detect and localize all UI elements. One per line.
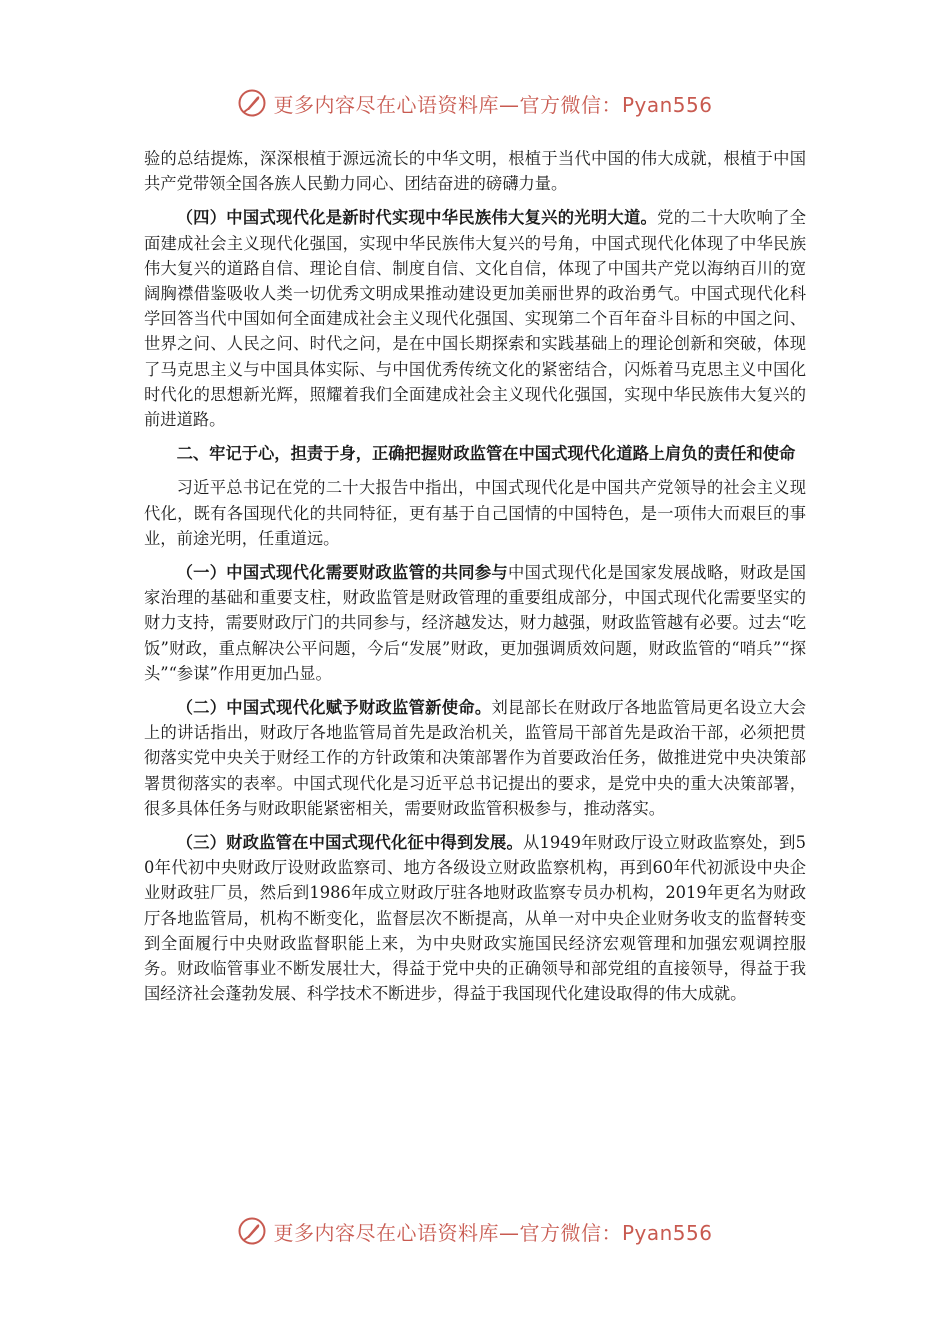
paragraph-2 bbox=[144, 205, 806, 432]
paragraph-4 bbox=[144, 560, 806, 686]
quill-logo-icon bbox=[237, 88, 267, 118]
paragraph-3 bbox=[144, 475, 806, 551]
quill-logo-icon bbox=[237, 1216, 267, 1246]
section-heading bbox=[144, 441, 806, 466]
paragraph-lead: （一）中国式现代化需要财政监管的共同参与 bbox=[176, 563, 508, 583]
document-body bbox=[144, 146, 806, 1016]
paragraph-text: 习近平总书记在党的二十大报告中指出，中国式现代化是中国共产党领导的社会主义现代化，既有各国现代化的共同特征，更有基于自己国情的中国特色，是一项伟大而艰巨的事业，前途光明，任重道远。 bbox=[144, 478, 806, 548]
paragraph-text: 刘昆部长在财政厅各地监管局更名设立大会上的讲话指出，财政厅各地监管局首先是政治机关，监管局干部首先是政治干部，必须把贯彻落实党中央关于财经工作的方针政策和决策部署作为首要政治任务，做推进党中央决策部署贯彻落实的表率。中国式现代化是习近平总书记提出的要求，是党中央的重大决策部署，很多具体任务与财政职能紧密相关，需要财政监管积极参与，推动落实。 bbox=[144, 698, 806, 818]
header-watermark-banner bbox=[0, 80, 950, 126]
paragraph-lead: （三）财政监管在中国式现代化征中得到发展。 bbox=[176, 833, 524, 853]
footer-watermark-banner bbox=[0, 1208, 950, 1254]
paragraph-lead: （四）中国式现代化是新时代实现中华民族伟大复兴的光明大道。 bbox=[176, 208, 658, 228]
paragraph-text: 党的二十大吹响了全面建成社会主义现代化强国，实现中华民族伟大复兴的号角，中国式现代化体现了中华民族伟大复兴的道路自信、理论自信、制度自信、文化自信，体现了中国共产党以海纳百川的宽阔胸襟借鉴吸收人类一切优秀文明成果推动建设更加美丽世界的政治勇气。中国式现代化科学回答当代中国如何全面建成社会主义现代化强国、实现第二个百年奋斗目标的中国之问、世界之问、人民之问、时代之问，是在中国长期探索和实践基础上的理论创新和突破，体现了马克思主义与中国具体实际、与中国优秀传统文化的紧密结合，闪烁着马克思主义中国化时代化的思想新光辉，照耀着我们全面建成社会主义现代化强国，实现中华民族伟大复兴的前进道路。 bbox=[144, 208, 806, 430]
section-heading-text: 二、牢记于心，担责于身，正确把握财政监管在中国式现代化道路上肩负的责任和使命 bbox=[176, 444, 796, 464]
paragraph-6 bbox=[144, 830, 806, 1006]
paragraph-lead: （二）中国式现代化赋予财政监管新使命。 bbox=[176, 698, 492, 718]
paragraph-text: 从1949年财政厅设立财政监察处，到50年代初中央财政厅设财政监察司、地方各级设立财政监察机构，再到60年代初派设中央企业财政驻厂员，然后到1986年成立财政厅驻各地财政监察专员办机构，2019年更名为财政厅各地监管局，机构不断变化，监督层次不断提高，从单一对中央企业财务收支的监督转变到全面履行中央财政监督职能上来，为中央财政实施国民经济宏观管理和加强宏观调控服务。财政临管事业不断发展壮大，得益于党中央的正确领导和部党组的直接领导，得益于我国经济社会蓬勃发展、科学技术不断进步，得益于我国现代化建设取得的伟大成就。 bbox=[144, 833, 806, 1004]
paragraph-1 bbox=[144, 146, 806, 196]
paragraph-text: 验的总结提炼，深深根植于源远流长的中华文明，根植于当代中国的伟大成就，根植于中国共产党带领全国各族人民勤力同心、团结奋进的磅礴力量。 bbox=[144, 149, 806, 194]
paragraph-text: 中国式现代化是国家发展战略，财政是国家治理的基础和重要支柱，财政监管是财政管理的重要组成部分，中国式现代化需要坚实的财力支持，需要财政厅门的共同参与，经济越发达，财力越强，财政监管越有必要。过去“吃饭”财政，重点解决公平问题，今后“发展”财政，更加强调质效问题，财政监管的“哨兵”“探头”“参谋”作用更加凸显。 bbox=[144, 563, 806, 683]
watermark-text: 更多内容尽在心语资料库—官方微信：Pyan556 bbox=[273, 92, 713, 117]
paragraph-5 bbox=[144, 695, 806, 821]
watermark-text: 更多内容尽在心语资料库—官方微信：Pyan556 bbox=[273, 1220, 713, 1245]
